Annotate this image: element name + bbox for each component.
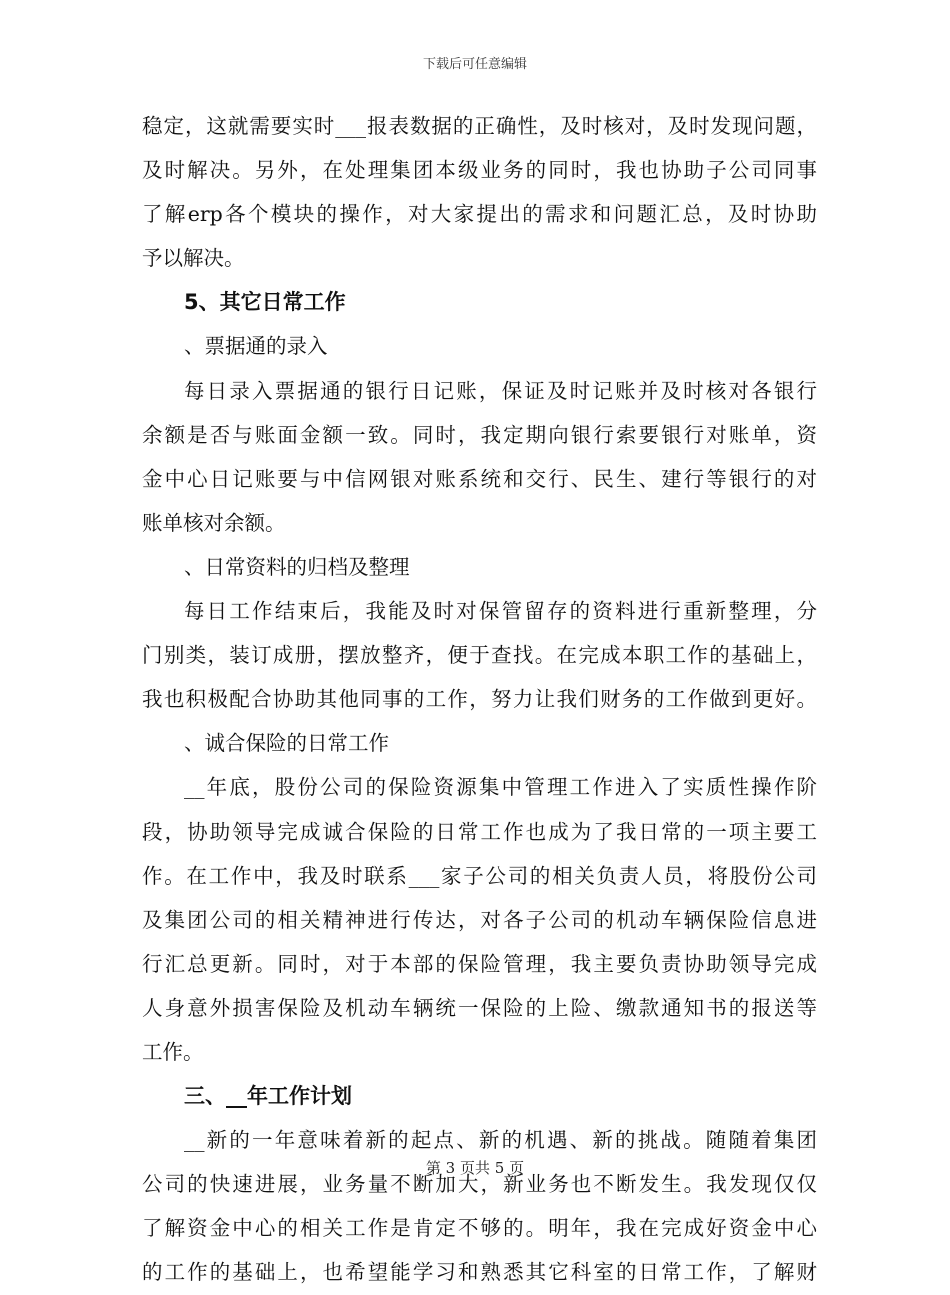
paragraph-line: 了解资金中心的相关工作是肯定不够的。明年，我在完成好资金中心 <box>142 1216 817 1241</box>
paragraph-line: 每日工作结束后，我能及时对保管留存的资料进行重新整理，分 <box>184 599 817 624</box>
paragraph-line: 的工作的基础上，也希望能学习和熟悉其它科室的日常工作，了解财 <box>142 1260 817 1285</box>
paragraph-line: 作。在工作中，我及时联系___家子公司的相关负责人员，将股份公司 <box>142 863 817 888</box>
paragraph-line: 余额是否与账面金额一致。同时，我定期向银行索要银行对账单，资 <box>142 422 817 447</box>
section-heading: 三、__年工作计划 <box>184 1084 352 1109</box>
paragraph-line: 行汇总更新。同时，对于本部的保险管理，我主要负责协助领导完成 <box>142 951 817 976</box>
paragraph-line: 人身意外损害保险及机动车辆统一保险的上险、缴款通知书的报送等 <box>142 995 817 1020</box>
paragraph-line: __新的一年意味着新的起点、新的机遇、新的挑战。随随着集团 <box>184 1128 817 1153</box>
paragraph-line: 段，协助领导完成诚合保险的日常工作也成为了我日常的一项主要工 <box>142 819 817 844</box>
paragraph-line: 账单核对余额。 <box>142 510 286 535</box>
paragraph-line: 及时解决。另外，在处理集团本级业务的同时，我也协助子公司同事 <box>142 158 817 183</box>
paragraph-line: 我也积极配合协助其他同事的工作，努力让我们财务的工作做到更好。 <box>142 687 817 712</box>
document-body <box>142 104 817 1295</box>
paragraph-line: 稳定，这就需要实时___报表数据的正确性，及时核对，及时发现问题， <box>142 114 817 138</box>
paragraph-line: 了解erp各个模块的操作，对大家提出的需求和问题汇总，及时协助 <box>142 202 817 227</box>
section-heading: 5、其它日常工作 <box>184 290 346 315</box>
paragraph-line: 门别类，装订成册，摆放整齐，便于查找。在完成本职工作的基础上， <box>142 643 817 668</box>
paragraph-line: 予以解决。 <box>142 246 245 271</box>
subsection-title: 、票据通的录入 <box>184 334 328 359</box>
paragraph-line: 及集团公司的相关精神进行传达，对各子公司的机动车辆保险信息进 <box>142 907 817 932</box>
paragraph-line: 工作。 <box>142 1039 204 1064</box>
paragraph-line: 金中心日记账要与中信网银对账系统和交行、民生、建行等银行的对 <box>142 466 817 491</box>
subsection-title: 、日常资料的归档及整理 <box>184 554 410 579</box>
page-header: 下载后可任意编辑 <box>422 57 527 72</box>
subsection-title: 、诚合保险的日常工作 <box>184 731 389 756</box>
page-footer: 第 3 页共 5 页 <box>425 1159 525 1177</box>
paragraph-line: 公司的快速进展，业务量不断加大，新业务也不断发生。我发现仅仅 <box>142 1172 817 1197</box>
paragraph-line: 每日录入票据通的银行日记账，保证及时记账并及时核对各银行 <box>184 378 817 403</box>
paragraph-line: __年底，股份公司的保险资源集中管理工作进入了实质性操作阶 <box>184 775 817 800</box>
